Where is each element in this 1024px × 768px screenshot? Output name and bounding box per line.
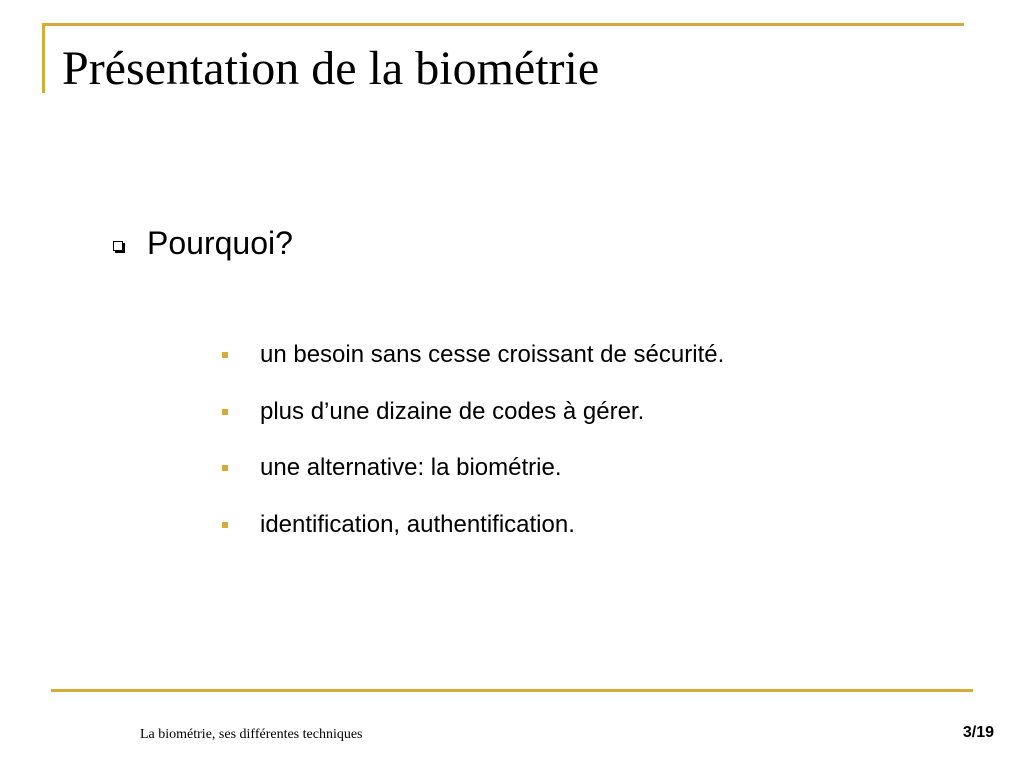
- slide-title: Présentation de la biométrie: [62, 42, 600, 95]
- sub-bullet-item: [222, 453, 724, 483]
- footer-caption: La biométrie, ses différentes techniques: [140, 727, 363, 742]
- sub-bullet-text: un besoin sans cesse croissant de sécurité.: [260, 341, 725, 368]
- filled-square-icon: [222, 522, 228, 528]
- sub-bullet-item: [222, 397, 724, 427]
- top-gold-rule: [42, 23, 964, 26]
- bullet-pourquoi: [110, 224, 293, 262]
- filled-square-icon: [222, 465, 228, 471]
- sub-bullet-list: [222, 340, 724, 566]
- bottom-gold-rule: [51, 689, 973, 692]
- hollow-square-icon: [113, 241, 123, 251]
- sub-bullet-item: [222, 510, 724, 540]
- bullet-label: Pourquoi?: [147, 225, 293, 261]
- sub-bullet-text: plus d’une dizaine de codes à gérer.: [260, 397, 645, 425]
- filled-square-icon: [222, 352, 228, 358]
- sub-bullet-text: identification, authentification.: [260, 510, 575, 538]
- sub-bullet-text: une alternative: la biométrie.: [260, 454, 562, 481]
- filled-square-icon: [222, 409, 228, 415]
- left-gold-rule: [42, 23, 45, 93]
- sub-bullet-item: [222, 340, 724, 370]
- page-number: 3/19: [962, 724, 994, 741]
